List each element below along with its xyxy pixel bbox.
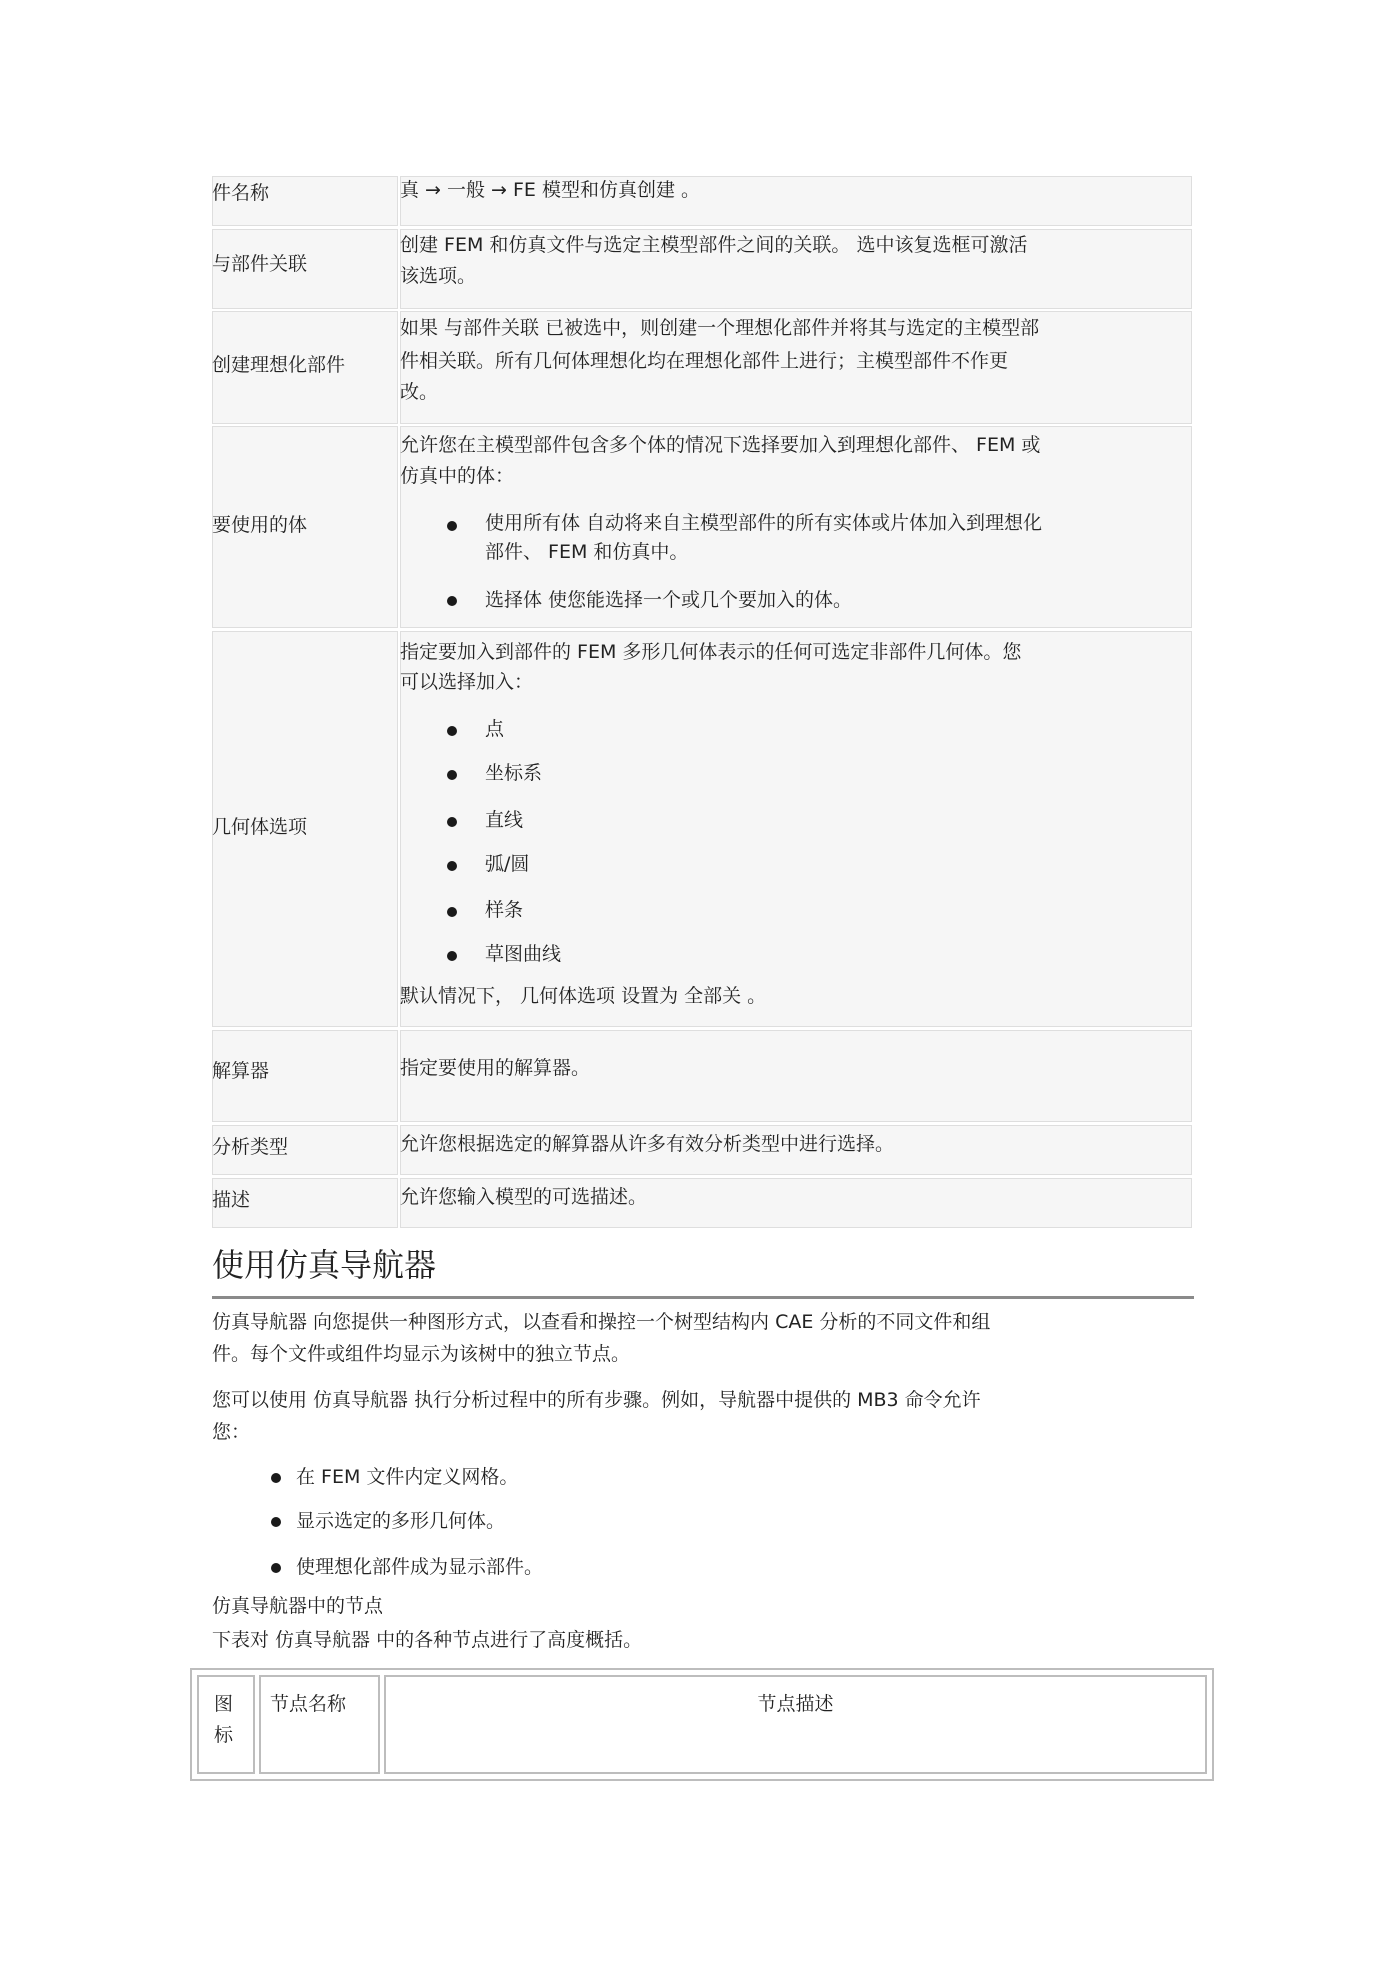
paragraph-1-line: 件。每个文件或组件均显示为该树中的独立节点。	[212, 1343, 631, 1365]
row-0-label: 件名称	[212, 182, 270, 204]
name-header-cell	[259, 1675, 380, 1774]
row-7-label: 描述	[212, 1189, 251, 1211]
row-5-label: 解算器	[212, 1060, 270, 1082]
name-header: 节点名称	[270, 1693, 347, 1715]
row-3-line: 允许您在主模型部件包含多个体的情况下选择要加入到理想化部件、 FEM 或	[400, 434, 1041, 456]
row-4-bullet: 坐标系	[485, 762, 543, 784]
row-2-label: 创建理想化部件	[212, 354, 346, 376]
row-4-bullet: 直线	[485, 809, 524, 831]
row-4-footer: 默认情况下， 几何体选项 设置为 全部关 。	[400, 985, 767, 1007]
row-4-line: 可以选择加入：	[400, 671, 534, 693]
row-4-line: 指定要加入到部件的 FEM 多形几何体表示的任何可选定非部件几何体。您	[400, 641, 1022, 663]
node-table	[190, 1668, 1214, 1781]
paragraph-2-line: 您：	[212, 1421, 251, 1443]
row-7-line: 允许您输入模型的可选描述。	[400, 1186, 648, 1208]
subheading: 仿真导航器中的节点	[212, 1595, 384, 1617]
section-bullet: 显示选定的多形几何体。	[296, 1510, 506, 1532]
icon-header-line: 图	[214, 1693, 234, 1715]
bullet-icon	[271, 1517, 281, 1527]
section-divider	[212, 1296, 1194, 1299]
bullet-icon	[447, 861, 457, 871]
row-2-line: 改。	[400, 381, 439, 403]
row-3-bullet-line: 使用所有体 自动将来自主模型部件的所有实体或片体加入到理想化	[485, 512, 1043, 534]
icon-header-line: 标	[214, 1724, 234, 1746]
row-1-label: 与部件关联	[212, 253, 308, 275]
bullet-icon	[447, 907, 457, 917]
bullet-icon	[447, 770, 457, 780]
bullet-icon	[271, 1563, 281, 1573]
section-title: 使用仿真导航器	[212, 1246, 437, 1284]
row-1-line: 创建 FEM 和仿真文件与选定主模型部件之间的关联。 选中该复选框可激活	[400, 234, 1028, 256]
icon-header-cell	[197, 1675, 255, 1774]
section-bullet: 在 FEM 文件内定义网格。	[296, 1466, 519, 1488]
bullet-icon	[271, 1473, 281, 1483]
desc-header-cell	[384, 1675, 1207, 1774]
bullet-icon	[447, 596, 457, 606]
row-4-bullet: 弧/圆	[485, 853, 530, 875]
paragraph-2-line: 您可以使用 仿真导航器 执行分析过程中的所有步骤。例如，导航器中提供的 MB3 命令允许	[212, 1389, 981, 1411]
row-6-line: 允许您根据选定的解算器从许多有效分析类型中进行选择。	[400, 1133, 895, 1155]
row-4-bullet: 点	[485, 718, 505, 740]
row-4-bullet: 样条	[485, 899, 524, 921]
row-3-bullet-line: 部件、 FEM 和仿真中。	[485, 541, 689, 563]
row-4-bullet: 草图曲线	[485, 943, 562, 965]
row-4-label: 几何体选项	[212, 816, 308, 838]
bullet-icon	[447, 817, 457, 827]
table-intro: 下表对 仿真导航器 中的各种节点进行了高度概括。	[212, 1629, 643, 1651]
bullet-icon	[447, 951, 457, 961]
row-2-line: 如果 与部件关联 已被选中，则创建一个理想化部件并将其与选定的主模型部	[400, 317, 1040, 339]
row-3-line: 仿真中的体：	[400, 465, 515, 487]
bullet-icon	[447, 521, 457, 531]
row-3-label: 要使用的体	[212, 514, 308, 536]
row-6-label: 分析类型	[212, 1136, 289, 1158]
row-3-bullet-line: 选择体 使您能选择一个或几个要加入的体。	[485, 589, 853, 611]
bullet-icon	[447, 726, 457, 736]
paragraph-1-line: 仿真导航器 向您提供一种图形方式，以查看和操控一个树型结构内 CAE 分析的不同文件和组	[212, 1311, 991, 1333]
row-1-line: 该选项。	[400, 265, 477, 287]
row-5-line: 指定要使用的解算器。	[400, 1057, 591, 1079]
desc-header: 节点描述	[757, 1693, 834, 1715]
section-bullet: 使理想化部件成为显示部件。	[296, 1556, 544, 1578]
row-2-line: 件相关联。所有几何体理想化均在理想化部件上进行；主模型部件不作更	[400, 350, 1009, 372]
row-0-line: 真 → 一般 → FE 模型和仿真创建 。	[400, 179, 701, 201]
